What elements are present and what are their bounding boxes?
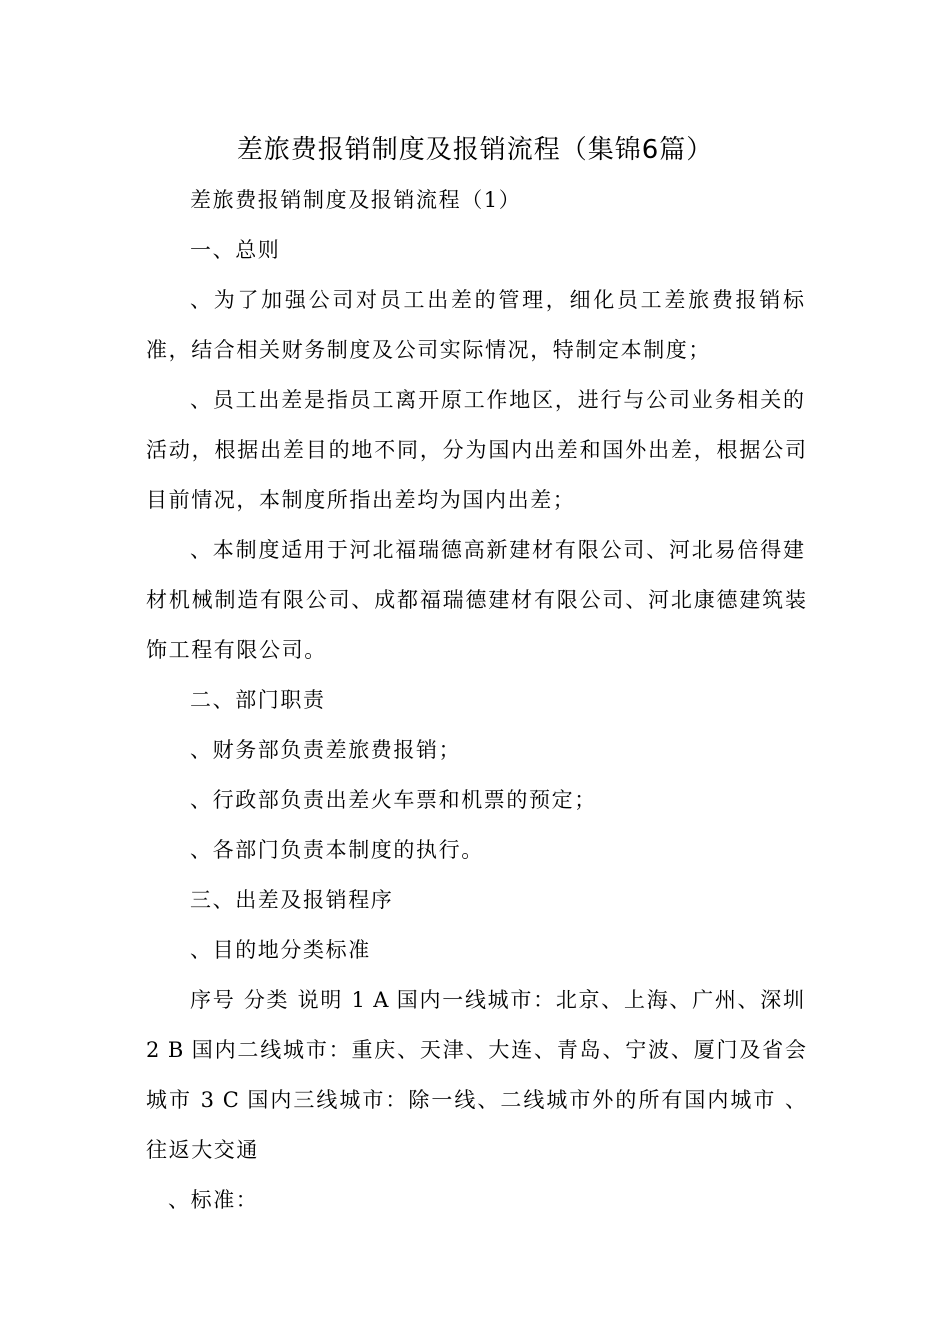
paragraph-line: 、员工出差是指员工离开原工作地区，进行与公司业务相关的 — [190, 388, 804, 412]
section-heading: 一、总则 — [190, 238, 281, 262]
document-title: 差旅费报销制度及报销流程（集锦6篇） — [236, 135, 714, 165]
paragraph-line: 、标准： — [168, 1188, 259, 1212]
section-heading: 差旅费报销制度及报销流程（1） — [190, 188, 522, 212]
paragraph-line: 往返大交通 — [146, 1138, 259, 1162]
paragraph-line: 城市 3 C 国内三线城市：除一线、二线城市外的所有国内城市 、 — [146, 1088, 806, 1112]
paragraph-line: 序号 分类 说明 1 A 国内一线城市：北京、上海、广州、深圳 — [190, 988, 804, 1012]
paragraph-line: 、各部门负责本制度的执行。 — [190, 838, 484, 862]
section-heading: 三、出差及报销程序 — [190, 888, 394, 912]
paragraph-line: 、本制度适用于河北福瑞德高新建材有限公司、河北易倍得建 — [190, 538, 804, 562]
paragraph-line: 、目的地分类标准 — [190, 938, 371, 962]
paragraph-line: 、行政部负责出差火车票和机票的预定； — [190, 788, 597, 812]
paragraph-line: 活动，根据出差目的地不同，分为国内出差和国外出差，根据公司 — [146, 438, 806, 462]
paragraph-line: 2 B 国内二线城市：重庆、天津、大连、青岛、宁波、厦门及省会 — [146, 1038, 806, 1062]
paragraph-line: 准，结合相关财务制度及公司实际情况，特制定本制度； — [146, 338, 711, 362]
paragraph-line: 饰工程有限公司。 — [146, 638, 327, 662]
paragraph-line: 、为了加强公司对员工出差的管理，细化员工差旅费报销标 — [190, 288, 804, 312]
section-heading: 二、部门职责 — [190, 688, 326, 712]
paragraph-line: 目前情况，本制度所指出差均为国内出差； — [146, 488, 576, 512]
paragraph-line: 材机械制造有限公司、成都福瑞德建材有限公司、河北康德建筑装 — [146, 588, 806, 612]
paragraph-line: 、财务部负责差旅费报销； — [190, 738, 462, 762]
